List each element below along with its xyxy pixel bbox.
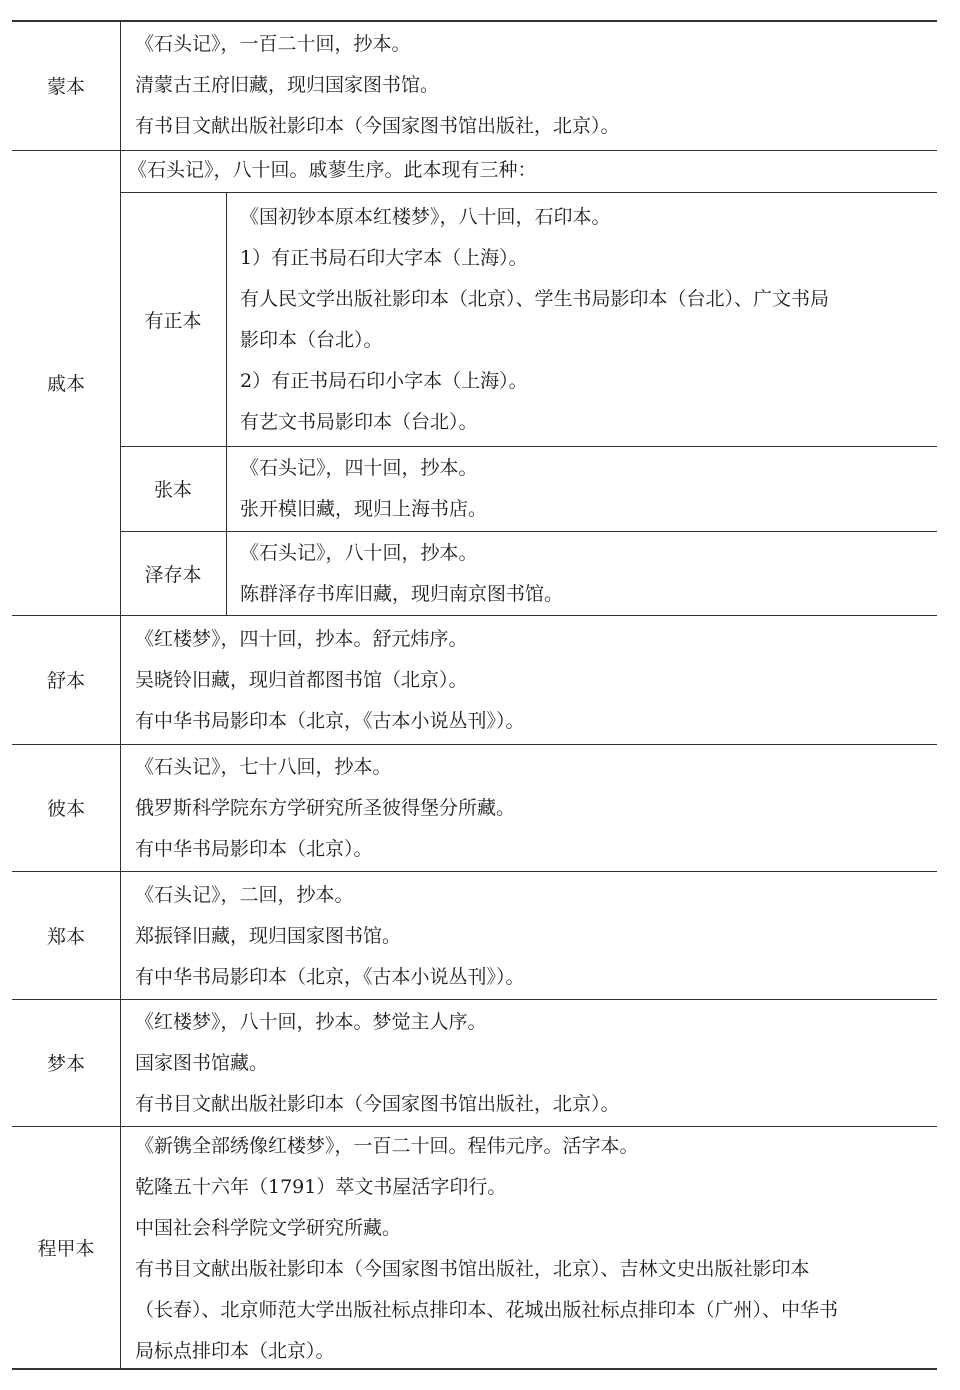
text-line: 影印本（台北）。 xyxy=(240,328,383,351)
edition-details xyxy=(135,747,515,870)
edition-details xyxy=(135,1126,838,1372)
sub-edition-details xyxy=(240,197,829,443)
edition-label: 舒本 xyxy=(46,670,85,692)
edition-label: 彼本 xyxy=(46,798,85,820)
row-divider xyxy=(12,615,937,616)
text-line: 有书目文献出版社影印本（今国家图书馆出版社，北京）。 xyxy=(135,1093,620,1115)
row-divider xyxy=(12,20,937,22)
text-line: 《新镌全部绣像红楼梦》，一百二十回。程伟元序。活字本。 xyxy=(135,1135,639,1157)
edition-label: 蒙本 xyxy=(46,75,85,98)
edition-details xyxy=(135,24,620,147)
sub-edition-label: 张本 xyxy=(153,479,192,501)
text-line: 《石头记》，七十八回，抄本。 xyxy=(135,756,392,778)
row-divider xyxy=(12,744,937,745)
column-divider xyxy=(226,192,227,615)
text-line: （长春）、北京师范大学出版社标点排印本、花城出版社标点排印本（广州）、中华书 xyxy=(135,1299,839,1321)
edition-details xyxy=(135,619,525,742)
text-line: 1）有正书局石印大字本（上海）。 xyxy=(240,246,528,269)
column-divider xyxy=(120,20,121,1368)
row-divider xyxy=(120,531,937,532)
text-line: 《石头记》，二回，抄本。 xyxy=(135,884,354,906)
text-line: 《石头记》，一百二十回，抄本。 xyxy=(135,33,411,55)
text-line: 《红楼梦》，八十回，抄本。梦觉主人序。 xyxy=(135,1011,487,1033)
row-divider xyxy=(120,446,937,447)
edition-intro: 《石头记》，八十回。戚蓼生序。此本现有三种： xyxy=(128,159,537,181)
text-line: 《石头记》，四十回，抄本。 xyxy=(240,457,478,479)
text-line: 有中华书局影印本（北京）。 xyxy=(135,838,373,860)
edition-label: 戚本 xyxy=(46,373,85,395)
row-divider xyxy=(12,1368,937,1370)
text-line: 《红楼梦》，四十回，抄本。舒元炜序。 xyxy=(135,628,468,650)
text-line: 有人民文学出版社影印本（北京）、学生书局影印本（台北）、广文书局 xyxy=(240,287,830,310)
edition-details xyxy=(135,875,525,998)
text-line: 《石头记》，八十回，抄本。 xyxy=(240,542,478,564)
text-line: 郑振铎旧藏，现归国家图书馆。 xyxy=(135,925,402,947)
row-divider xyxy=(12,999,937,1000)
text-line: 张开模旧藏，现归上海书店。 xyxy=(240,498,488,520)
text-line: 有中华书局影印本（北京，《古本小说丛刊》）。 xyxy=(135,966,525,988)
row-divider xyxy=(12,871,937,872)
text-line: 清蒙古王府旧藏，现归国家图书馆。 xyxy=(135,74,440,96)
text-line: 局标点排印本（北京）。 xyxy=(135,1340,335,1362)
sub-edition-label: 有正本 xyxy=(144,309,202,332)
text-line: 乾隆五十六年（1791）萃文书屋活字印行。 xyxy=(135,1176,507,1198)
sub-edition-label: 泽存本 xyxy=(144,563,202,586)
edition-label: 程甲本 xyxy=(37,1237,95,1260)
text-line: 俄罗斯科学院东方学研究所圣彼得堡分所藏。 xyxy=(135,797,516,819)
text-line: 2）有正书局石印小字本（上海）。 xyxy=(240,369,528,392)
edition-label: 郑本 xyxy=(46,925,85,948)
text-line: 有书目文献出版社影印本（今国家图书馆出版社，北京）、吉林文史出版社影印本 xyxy=(135,1258,810,1280)
sub-edition-details xyxy=(240,448,487,530)
sub-edition-details xyxy=(240,533,563,615)
edition-details xyxy=(135,1002,620,1125)
text-line: 有书目文献出版社影印本（今国家图书馆出版社，北京）。 xyxy=(135,115,620,137)
text-line: 有艺文书局影印本（台北）。 xyxy=(240,410,478,433)
row-divider xyxy=(120,192,937,193)
edition-label: 梦本 xyxy=(46,1053,85,1075)
text-line: 国家图书馆藏。 xyxy=(135,1052,269,1074)
text-line: 《国初钞本原本红楼梦》，八十回，石印本。 xyxy=(240,205,611,228)
text-line: 陈群泽存书库旧藏，现归南京图书馆。 xyxy=(240,583,564,605)
text-line: 吴晓铃旧藏，现归首都图书馆（北京）。 xyxy=(135,669,468,691)
text-line: 中国社会科学院文学研究所藏。 xyxy=(135,1217,402,1239)
text-line: 有中华书局影印本（北京，《古本小说丛刊》）。 xyxy=(135,710,525,732)
